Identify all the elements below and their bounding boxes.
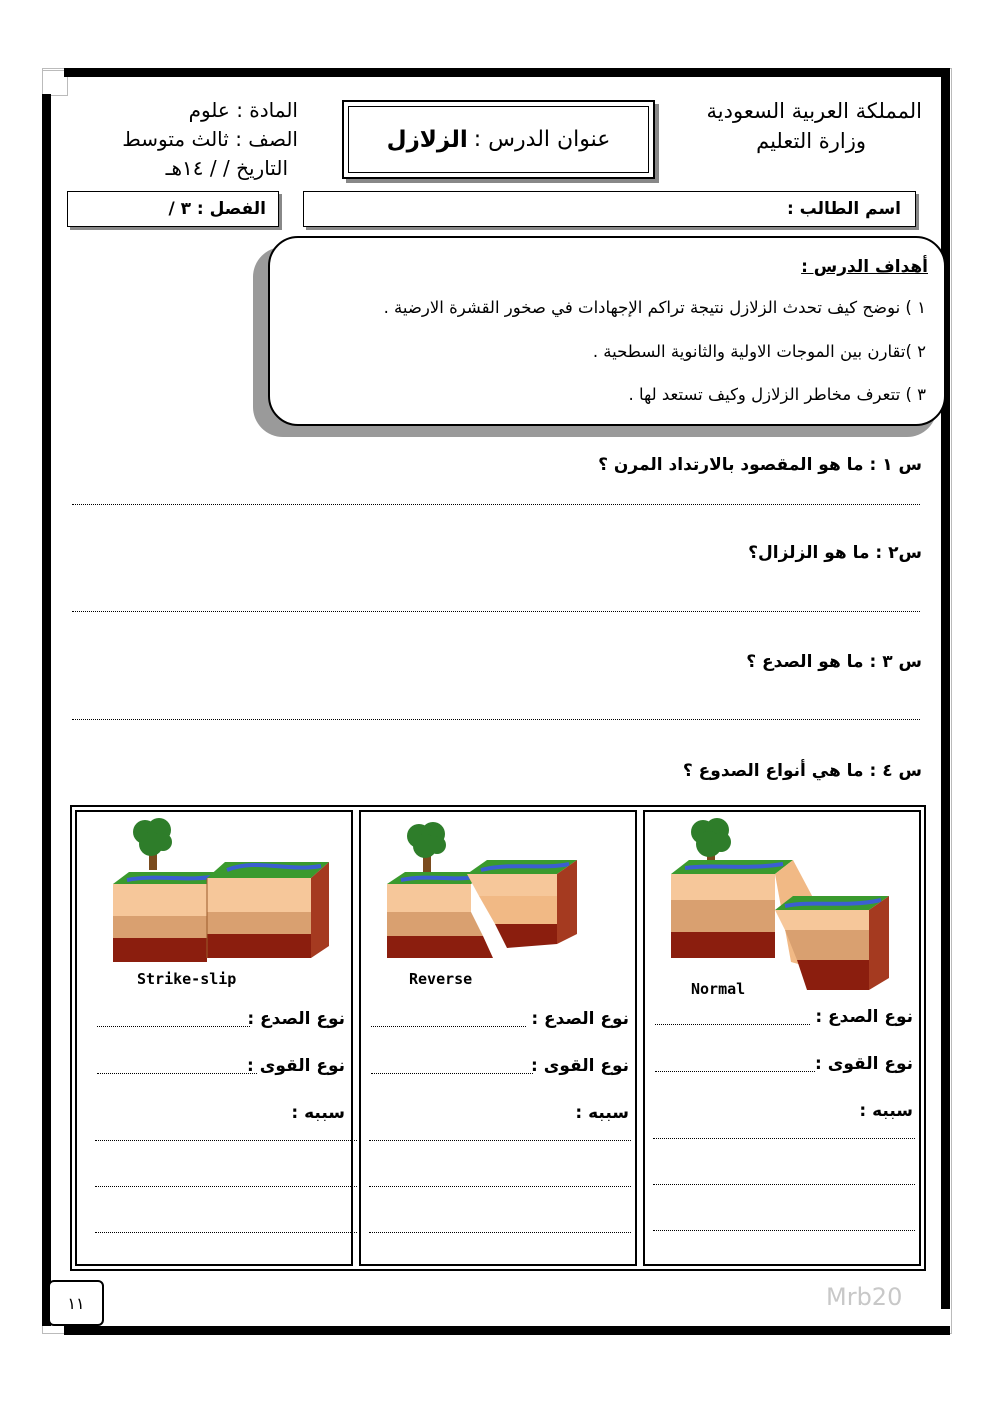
answer-line[interactable]	[72, 611, 920, 612]
fault-caption: Normal	[691, 980, 746, 998]
grade-line: الصف : ثالث متوسط	[122, 127, 298, 151]
answer-line[interactable]	[371, 1026, 526, 1027]
kingdom-name: المملكة العربية السعودية	[706, 99, 922, 123]
class-label: الفصل : ٣ /	[168, 199, 266, 219]
fault-cell-normal	[643, 810, 921, 1266]
goal-item: ٢ )تقارن بين الموجات الاولية والثانوية السطحية .	[592, 342, 926, 361]
lesson-title-value: الزلازل	[386, 126, 468, 153]
answer-line[interactable]	[72, 504, 920, 505]
fault-type-label: نوع الصدع :	[531, 1009, 629, 1029]
answer-line[interactable]	[369, 1186, 631, 1187]
answer-line[interactable]	[369, 1232, 631, 1233]
frame-top-border	[64, 68, 950, 77]
cause-label: سببه :	[859, 1101, 913, 1121]
answer-line[interactable]	[95, 1186, 357, 1187]
frame-left-border	[42, 94, 51, 1326]
fault-caption: Strike-slip	[137, 970, 237, 988]
fault-caption: Reverse	[409, 970, 473, 988]
lesson-title-label: عنوان الدرس :	[473, 127, 611, 152]
answer-line[interactable]	[655, 1071, 815, 1072]
answer-line[interactable]	[72, 719, 920, 720]
normal-fault-illustration	[645, 812, 915, 1002]
date-line: التاريخ / / ١٤هـ	[165, 156, 288, 180]
goal-item: ١ ) نوضح كيف تحدث الزلازل نتيجة تراكم الإجهادات في صخور القشرة الارضية .	[383, 298, 926, 317]
question-3: س ٣ : ما هو الصدع ؟	[746, 652, 922, 672]
answer-line[interactable]	[95, 1140, 357, 1141]
answer-line[interactable]	[653, 1230, 915, 1231]
fault-type-label: نوع الصدع :	[247, 1009, 345, 1029]
watermark: Mrb20	[826, 1283, 903, 1311]
answer-line[interactable]	[655, 1024, 810, 1025]
answer-line[interactable]	[97, 1073, 257, 1074]
cause-label: سببه :	[575, 1103, 629, 1123]
cause-label: سببه :	[291, 1103, 345, 1123]
student-name-field[interactable]	[303, 191, 916, 227]
goal-item: ٣ ) تتعرف مخاطر الزلازل وكيف تستعد لها .	[628, 385, 926, 404]
fault-cell-reverse	[359, 810, 637, 1266]
answer-line[interactable]	[369, 1140, 631, 1141]
force-type-label: نوع القوى :	[815, 1054, 913, 1074]
page-number: ١١	[48, 1280, 104, 1326]
force-type-label: نوع القوى :	[531, 1056, 629, 1076]
reverse-fault-illustration	[361, 812, 631, 1002]
answer-line[interactable]	[653, 1184, 915, 1185]
header-institution	[662, 96, 922, 156]
student-name-label: اسم الطالب :	[786, 199, 901, 219]
frame-bottom-border	[64, 1326, 950, 1335]
lesson-title-box	[342, 100, 655, 179]
question-1: س ١ : ما هو المقصود بالارتداد المرن ؟	[598, 455, 922, 475]
answer-line[interactable]	[95, 1232, 357, 1233]
ministry-name: وزارة التعليم	[756, 129, 866, 153]
question-4: س ٤ : ما هي أنواع الصدوع ؟	[682, 761, 922, 781]
fault-type-label: نوع الصدع :	[815, 1007, 913, 1027]
header-meta	[70, 96, 298, 183]
answer-line[interactable]	[97, 1026, 250, 1027]
fault-cell-strike-slip	[75, 810, 353, 1266]
class-field[interactable]	[67, 191, 279, 227]
force-type-label: نوع القوى :	[247, 1056, 345, 1076]
fault-types-table	[70, 805, 926, 1271]
subject-line: المادة : علوم	[188, 98, 298, 122]
answer-line[interactable]	[371, 1073, 533, 1074]
answer-line[interactable]	[653, 1138, 915, 1139]
question-2: س٢ : ما هو الزلزال؟	[748, 543, 922, 563]
goals-title: أهداف الدرس :	[801, 257, 928, 277]
